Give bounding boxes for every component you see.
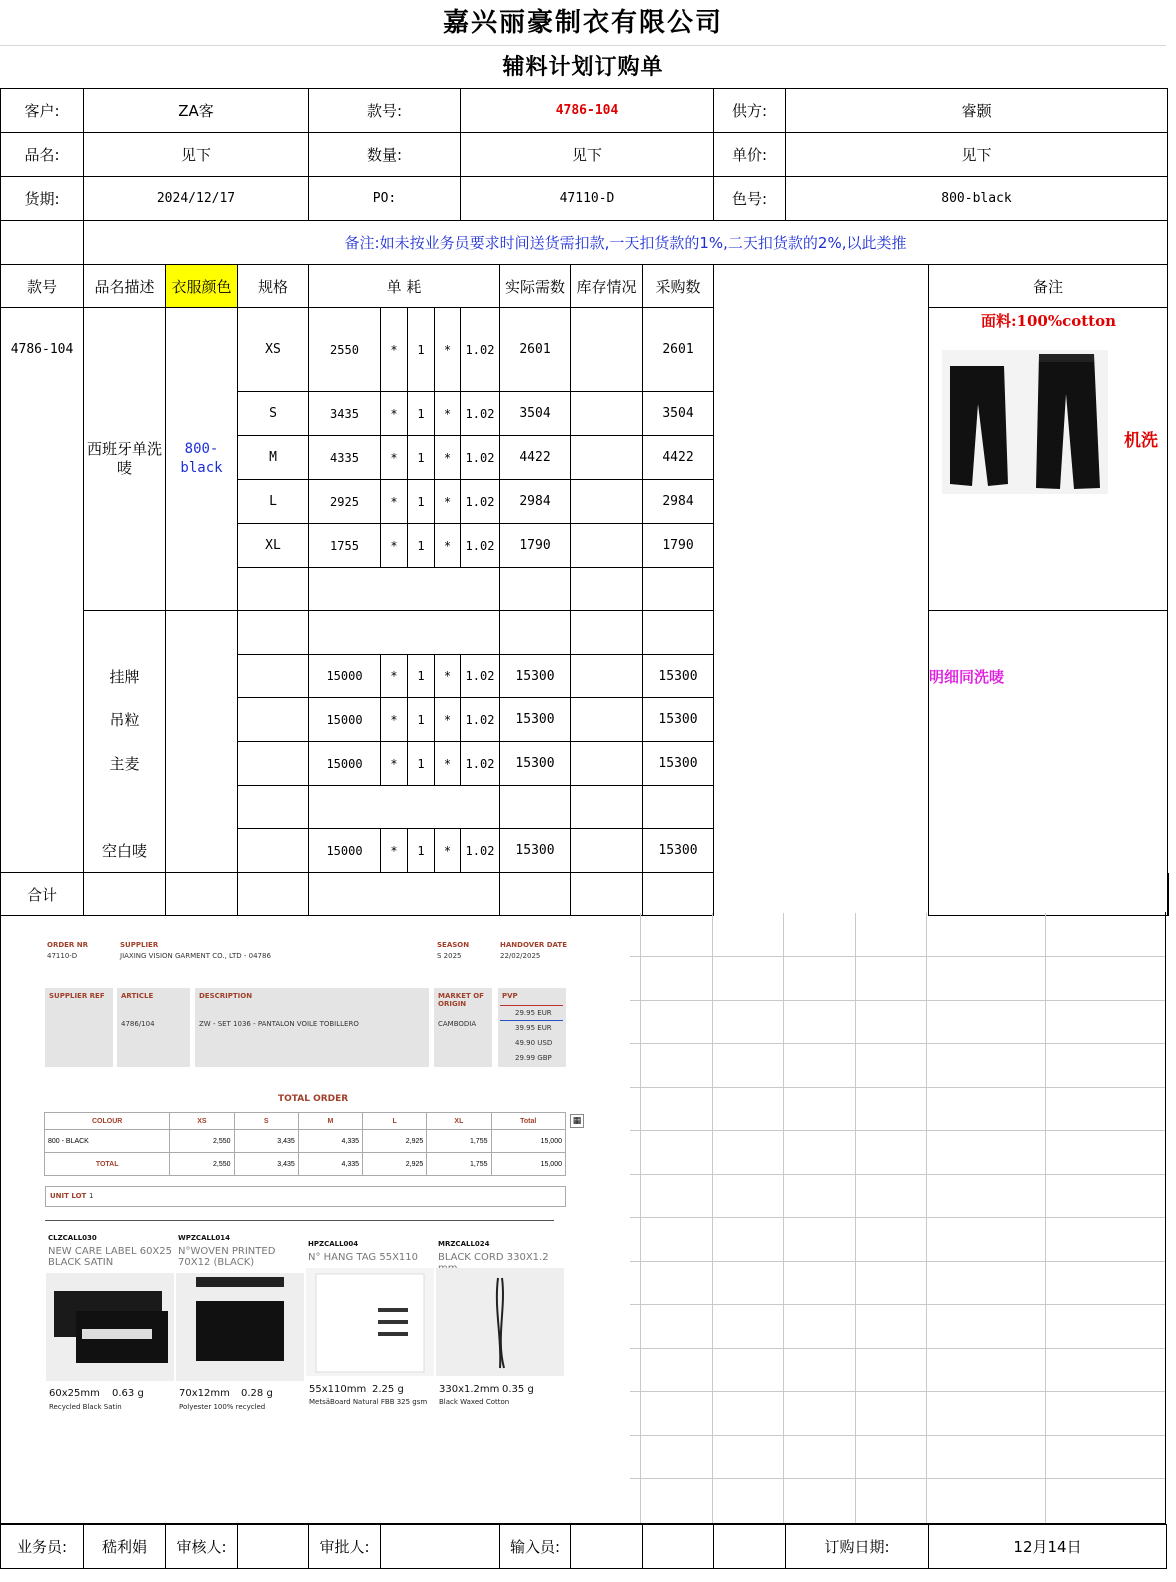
times-cell: * [381,829,408,873]
times-cell: * [435,742,461,786]
times-cell: * [435,308,461,392]
empty-cell [166,873,238,916]
gridline [712,913,713,1523]
base-cell: 1755 [309,524,381,568]
actual-cell: 1790 [500,524,571,568]
empty-cell [309,873,500,916]
sales-label: 业务员: [1,1525,84,1569]
size-cell: XL [238,524,309,568]
th-l: L [363,1113,427,1130]
mult-cell: 1 [408,480,435,524]
factor-cell: 1.02 [461,655,500,698]
handover-date: 22/02/2025 [500,952,541,960]
times-cell: * [381,655,408,698]
times-cell: * [435,480,461,524]
empty-cell [381,1525,500,1569]
item-material: Black Waxed Cotton [439,1398,510,1406]
empty-cell [929,698,1168,742]
purchase-cell: 15300 [643,742,714,786]
style-value: 4786-104 [461,89,714,133]
po-value: 47110-D [461,177,714,221]
base-cell: 2550 [309,308,381,392]
style-label: 款号: [309,89,461,133]
factor-cell: 1.02 [461,524,500,568]
th-xl: XL [427,1113,491,1130]
item-size: 55x110mm [309,1384,367,1395]
pvp-rule-blue [500,1020,563,1021]
company-title: 嘉兴丽豪制衣有限公司 [0,0,1166,46]
gridline [630,1130,1165,1131]
order-qty: 1,755 [427,1153,491,1176]
actual-cell: 2601 [500,308,571,392]
stock-cell [571,829,643,873]
accessory-name: 吊粒 [84,698,166,742]
supplier-ref-label: SUPPLIER REF [49,992,105,1000]
empty-cell [1,611,84,655]
article-label: ARTICLE [121,992,154,1000]
form-title: 辅料计划订购单 [502,54,664,80]
supplier-value: 睿颢 [786,89,1168,133]
description-value: ZW - SET 1036 - PANTALON VOILE TOBILLERO [199,1020,359,1028]
gridline [630,1391,1165,1392]
stock-cell [571,308,643,392]
item-weight: 2.25 g [372,1384,404,1395]
item-material: Polyester 100% recycled [179,1403,266,1411]
col-stock: 库存情况 [571,265,643,308]
empty-cell [166,786,238,829]
order-date: 12月14日 [929,1525,1167,1569]
gridline [630,1435,1165,1436]
empty-cell [643,611,714,655]
actual-cell: 3504 [500,392,571,436]
mult-cell: 1 [408,436,435,480]
gridline [640,913,641,1523]
base-cell: 15000 [309,655,381,698]
unit-lot-value: 1 [89,1192,94,1200]
order-qty: 4,335 [298,1130,362,1153]
factor-cell: 1.02 [461,480,500,524]
empty-cell [929,873,1168,916]
times-cell: * [381,742,408,786]
total-order-label: TOTAL ORDER [278,1094,349,1104]
mult-cell: 1 [408,829,435,873]
size-cell: M [238,436,309,480]
empty-cell [238,698,309,742]
item-material: MetsäBoard Natural FBB 325 gsm [309,1398,428,1406]
item-size: 70x12mm [179,1388,230,1399]
gridline [630,1478,1165,1479]
main-item: 西班牙单洗唛 [84,308,166,611]
mult-cell: 1 [408,655,435,698]
total-label: 合计 [1,873,84,916]
times-cell: * [435,392,461,436]
article-value: 4786/104 [121,1020,155,1028]
item-name: N° HANG TAG 55X110 [308,1252,419,1263]
empty-cell [929,786,1168,829]
order-qty: 15,000 [491,1130,566,1153]
empty-cell [1,655,84,698]
mult-cell: 1 [408,308,435,392]
pvp-price: 29.95 EUR [515,1009,552,1017]
stock-cell [571,524,643,568]
gridline [630,1000,1165,1001]
times-cell: * [435,655,461,698]
pvp-label: PVP [502,992,518,1000]
care-label-photo [46,1273,174,1381]
unit-lot-label: UNIT LOT [50,1192,87,1200]
empty-cell [643,873,714,916]
empty-cell [571,568,643,611]
blank-header [714,265,929,308]
empty-cell [84,786,166,829]
mult-cell: 1 [408,524,435,568]
empty-cell [929,611,1168,655]
gridline [855,913,856,1523]
th-m: M [298,1113,362,1130]
qty-value: 见下 [461,133,714,177]
size-cell: L [238,480,309,524]
empty-cell [309,611,500,655]
empty-cell [166,742,238,786]
th-total: Total [491,1113,566,1130]
order-qty: 15,000 [491,1153,566,1176]
order-qty: 2,550 [170,1153,234,1176]
empty-cell [1,392,84,436]
note-spacer [1,221,84,265]
purchase-cell: 4422 [643,436,714,480]
factor-cell: 1.02 [461,698,500,742]
supplier-label: 供方: [714,89,786,133]
item-size: 330x1.2mm [439,1384,500,1395]
sales-name: 嵇利娟 [84,1525,166,1569]
times-cell: * [435,524,461,568]
mult-cell: 1 [408,742,435,786]
cord-photo [436,1268,564,1376]
purchase-cell: 15300 [643,698,714,742]
order-date-label: 订购日期: [786,1525,929,1569]
order-qty: 3,435 [234,1130,298,1153]
customer-label: 客户: [1,89,84,133]
item-material: Recycled Black Satin [49,1403,122,1411]
order-total-label: TOTAL [45,1153,170,1176]
th-colour: COLOUR [45,1113,170,1130]
order-qty: 1,755 [427,1130,491,1153]
item-code: WPZCALL014 [178,1234,231,1242]
order-qty: 2,925 [363,1153,427,1176]
empty-cell [166,655,238,698]
description-label: DESCRIPTION [199,992,253,1000]
remark-wash: 机洗 [1124,431,1158,451]
color-value: 800-black [786,177,1168,221]
empty-cell [571,786,643,829]
qty-label: 数量: [309,133,461,177]
gridline [630,1304,1165,1305]
base-cell: 3435 [309,392,381,436]
times-cell: * [381,480,408,524]
base-cell: 15000 [309,698,381,742]
item-weight: 0.63 g [112,1388,144,1399]
remark-fabric: 面料:100%cotton [980,312,1116,330]
th-s: S [234,1113,298,1130]
order-nr: 47110-D [47,952,78,960]
color-label: 色号: [714,177,786,221]
item-name: BLACK CORD 330X1.2 [438,1252,549,1263]
stock-cell [571,436,643,480]
empty-cell [1,436,84,480]
item-size: 60x25mm [49,1388,100,1399]
price-label: 单价: [714,133,786,177]
stock-cell [571,655,643,698]
order-colour: 800 - BLACK [45,1130,170,1153]
unit-lot-box [45,1186,566,1207]
po-label: PO: [309,177,461,221]
purchase-cell: 1790 [643,524,714,568]
woven-label-photo [176,1273,304,1381]
pvp-price: 39.95 EUR [515,1024,552,1032]
item-code: HPZCALL004 [308,1240,359,1248]
handover-label: HANDOVER DATE [500,941,567,949]
empty-cell [84,873,166,916]
gridline [1045,913,1046,1523]
empty-cell [1,524,84,568]
empty-cell [643,786,714,829]
remark-detail: 明细同洗唛 [929,655,1168,698]
empty-cell [571,611,643,655]
stock-cell [571,742,643,786]
empty-cell [500,786,571,829]
pvp-price: 49.90 USD [515,1039,553,1047]
factor-cell: 1.02 [461,436,500,480]
actual-cell: 15300 [500,829,571,873]
item-weight: 0.35 g [502,1384,534,1395]
empty-cell [571,873,643,916]
order-nr-label: ORDER NR [47,941,89,949]
customer-value: ZA客 [84,89,309,133]
col-size: 规格 [238,265,309,308]
col-desc: 品名描述 [84,265,166,308]
base-cell: 2925 [309,480,381,524]
actual-cell: 15300 [500,655,571,698]
product-label: 品名: [1,133,84,177]
item-color: 800-black [166,308,238,611]
delivery-value: 2024/12/17 [84,177,309,221]
empty-cell [1,829,84,873]
order-supplier-label: SUPPLIER [120,941,159,949]
empty-cell [238,1525,309,1569]
factor-cell: 1.02 [461,742,500,786]
base-cell: 15000 [309,829,381,873]
remark-cell [929,308,1168,611]
times-cell: * [435,829,461,873]
gridline [630,956,1165,957]
season-label: SEASON [437,941,470,949]
times-cell: * [381,436,408,480]
purchase-cell: 15300 [643,655,714,698]
season: S 2025 [437,952,462,960]
col-consumption: 单 耗 [309,265,500,308]
factor-cell: 1.02 [461,392,500,436]
empty-cell [238,568,309,611]
item-weight: 0.28 g [241,1388,273,1399]
base-cell: 4335 [309,436,381,480]
empty-cell [166,829,238,873]
actual-cell: 4422 [500,436,571,480]
gridline [783,913,784,1523]
times-cell: * [435,436,461,480]
col-purchase: 采购数 [643,265,714,308]
accessory-name: 挂牌 [84,655,166,698]
footer-row [0,1524,1167,1569]
purchase-order-table [0,88,1169,916]
stock-cell [571,480,643,524]
order-supplier: JIAXING VISION GARMENT CO., LTD - 04786 [120,952,271,960]
col-style: 款号 [1,265,84,308]
empty-cell [238,873,309,916]
col-remark: 备注 [929,265,1168,308]
gridline [630,1043,1165,1044]
pvp-price: 29.99 GBP [515,1054,552,1062]
empty-cell [309,568,500,611]
empty-cell [1168,873,1169,916]
order-qty: 2,550 [170,1130,234,1153]
empty-cell [500,568,571,611]
col-actual: 实际需数 [500,265,571,308]
pvp-rule-red [500,1005,563,1006]
stock-cell [571,392,643,436]
market-label: MARKET OF ORIGIN [438,992,484,1008]
empty-cell [166,698,238,742]
empty-cell [929,829,1168,873]
order-qty: 4,335 [298,1153,362,1176]
gridline [630,1261,1165,1262]
empty-cell [166,611,238,655]
price-value: 见下 [786,133,1168,177]
col-color: 衣服颜色 [166,265,238,308]
table-export-icon[interactable]: ▦ [570,1114,584,1128]
empty-cell [1,742,84,786]
mult-cell: 1 [408,392,435,436]
gridline [926,913,927,1523]
purchase-cell: 2601 [643,308,714,392]
times-cell: * [435,698,461,742]
th-xs: XS [170,1113,234,1130]
empty-cell [500,873,571,916]
empty-cell [714,1525,786,1569]
gridline [630,1348,1165,1349]
empty-cell [1,480,84,524]
item-code: MRZCALL024 [438,1240,490,1248]
empty-cell [1,568,84,611]
empty-cell [84,611,166,655]
empty-cell [500,611,571,655]
empty-cell [309,786,500,829]
times-cell: * [381,698,408,742]
size-cell: S [238,392,309,436]
divider [45,1220,554,1221]
empty-cell [643,1525,714,1569]
total-order-table [44,1112,566,1176]
empty-cell [571,1525,643,1569]
blank-area [714,308,929,916]
entry-label: 输入员: [500,1525,571,1569]
actual-cell: 15300 [500,742,571,786]
style-no: 4786-104 [1,308,84,392]
accessory-name: 主麦 [84,742,166,786]
stock-cell [571,698,643,742]
times-cell: * [381,392,408,436]
accessory-name: 空白唛 [84,829,166,873]
empty-cell [238,786,309,829]
item-code: CLZCALL030 [48,1234,97,1242]
gridline [630,1087,1165,1088]
delivery-label: 货期: [1,177,84,221]
empty-cell [238,742,309,786]
actual-cell: 15300 [500,698,571,742]
empty-cell [929,742,1168,786]
purchase-cell: 2984 [643,480,714,524]
actual-cell: 2984 [500,480,571,524]
empty-cell [1,786,84,829]
reviewer-label: 审核人: [166,1525,238,1569]
mult-cell: 1 [408,698,435,742]
purchase-cell: 3504 [643,392,714,436]
empty-cell [1,698,84,742]
pants-photo [942,350,1108,494]
market-value: CAMBODIA [438,1020,477,1028]
product-value: 见下 [84,133,309,177]
size-cell: XS [238,308,309,392]
item-name: N°WOVEN PRINTED 70X12 (BLACK) [178,1246,276,1268]
approver-label: 审批人: [309,1525,381,1569]
order-qty: 2,925 [363,1130,427,1153]
factor-cell: 1.02 [461,308,500,392]
empty-cell [238,829,309,873]
times-cell: * [381,524,408,568]
empty-cell [643,568,714,611]
empty-cell [238,655,309,698]
empty-cell [238,611,309,655]
order-qty: 3,435 [234,1153,298,1176]
gridline [630,1217,1165,1218]
purchase-cell: 15300 [643,829,714,873]
base-cell: 15000 [309,742,381,786]
hang-tag-photo [306,1268,434,1376]
delivery-note: 备注:如未按业务员要求时间送货需扣款,一天扣货款的1%,二天扣货款的2%,以此类推 [84,221,1168,265]
gridline [630,1174,1165,1175]
times-cell: * [381,308,408,392]
factor-cell: 1.02 [461,829,500,873]
item-name: NEW CARE LABEL 60X25 BLACK SATIN [48,1246,173,1268]
